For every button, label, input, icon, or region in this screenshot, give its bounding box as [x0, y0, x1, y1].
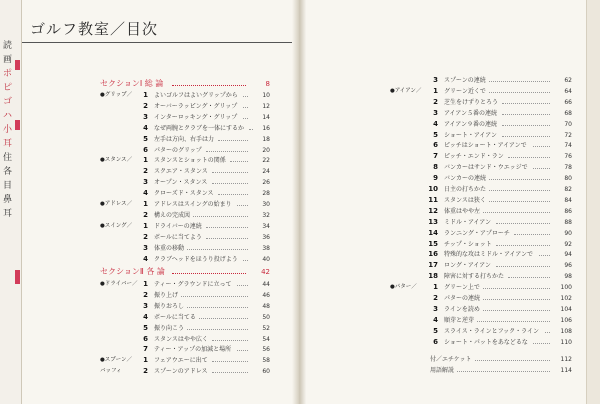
leader-dots	[483, 310, 550, 311]
toc-entry	[100, 344, 270, 355]
toc-entry	[100, 334, 270, 345]
toc-entry-number: 1	[143, 91, 148, 99]
toc-entry-number: 1	[433, 283, 438, 292]
toc-entry	[100, 177, 270, 188]
toc-entry-title: ラインを読め	[444, 305, 480, 313]
leader-dots	[496, 266, 550, 267]
toc-entry-title: ティー・アップの加減と場所	[154, 346, 232, 354]
toc-entry-number: 17	[428, 261, 438, 270]
toc-entry-number: 3	[433, 304, 438, 313]
toc-entry	[100, 134, 270, 145]
toc-page-number: 96	[564, 262, 572, 270]
toc-entry-number: 16	[428, 250, 438, 259]
leader-dots	[206, 151, 248, 152]
toc-entry-title: オーバーラッピング・グリップ	[154, 102, 238, 110]
leader-dots	[218, 140, 248, 141]
toc-entry-number: 4	[143, 312, 148, 321]
toc-entry-title: ロング・アイアン	[444, 262, 491, 270]
toc-section-heading	[100, 266, 270, 278]
toc-page-number: 46	[262, 291, 270, 299]
toc-entry	[390, 195, 572, 206]
toc-entry	[100, 112, 270, 123]
toc-entry-number: 3	[143, 178, 148, 187]
toc-entry-title: アイアン５番の連続	[444, 109, 498, 117]
toc-page-number: 78	[564, 164, 572, 172]
toc-entry-title: ボールに当てる	[154, 313, 196, 321]
toc-page-number: 10	[262, 92, 270, 99]
leader-dots	[496, 245, 550, 246]
toc-entry-number: 4	[433, 119, 438, 128]
toc-entry	[100, 101, 270, 112]
toc-entry-title: アイアン９番の連続	[444, 120, 498, 128]
toc-entry-title: ボールに当てよう	[154, 233, 202, 241]
toc-page-number: 110	[560, 338, 572, 346]
toc-entry-title: ショート・アイアン	[444, 131, 497, 139]
toc-entry	[100, 355, 270, 366]
toc-entry-number: 1	[143, 200, 148, 208]
toc-entry-number: 7	[143, 345, 148, 354]
toc-entry-number: 15	[428, 239, 438, 248]
toc-entry-title: インターロッキング・グリップ	[154, 113, 238, 121]
toc-entry-title: よいゴルフはよいグリップから	[154, 92, 238, 99]
toc-category: ●グリップ／	[100, 92, 133, 98]
toc-entry-title: 構えの完成図	[154, 211, 191, 219]
toc-entry-number: 13	[428, 217, 438, 226]
toc-entry-number: 4	[143, 254, 148, 263]
toc-entry-number: 18	[428, 272, 438, 281]
section-page-number: 8	[265, 80, 270, 88]
toc-entry-number: 1	[143, 280, 148, 288]
leader-dots	[514, 234, 550, 235]
toc-entry	[390, 249, 572, 260]
toc-entry	[390, 326, 572, 337]
leader-dots	[489, 92, 550, 93]
left-page-edge	[0, 0, 22, 404]
toc-entry-title: 日主の打ちかた	[444, 186, 487, 193]
toc-entry	[100, 199, 270, 210]
toc-category: バッフィ	[100, 368, 122, 375]
toc-page-number: 106	[560, 316, 572, 324]
toc-entry-title: ティー・グラウンドに立って	[154, 281, 232, 288]
leader-dots	[206, 227, 248, 228]
toc-entry-title: パターのグリップ	[154, 146, 202, 154]
toc-page-number: 52	[262, 324, 270, 332]
toc-page-number: 72	[564, 131, 572, 139]
toc-entry	[100, 243, 270, 254]
toc-entry	[390, 108, 572, 119]
toc-section-heading	[100, 78, 270, 90]
toc-entry	[390, 140, 572, 151]
leader-dots	[502, 136, 550, 137]
toc-entry-title: スプーンのアドレス	[154, 368, 208, 376]
toc-entry-number: 2	[143, 290, 148, 299]
toc-entry	[390, 130, 572, 141]
toc-page-number: 82	[564, 186, 572, 193]
page-title: ゴルフ教室／目次	[30, 20, 159, 38]
leader-dots	[477, 321, 550, 322]
toc-entry-number: 3	[433, 76, 438, 84]
toc-page-number: 104	[560, 305, 572, 313]
edge-char: 耳	[3, 139, 13, 149]
toc-entry-title: ピッチ・エンド・ラン	[444, 153, 504, 161]
toc-entry-title: スクエア・スタンス	[154, 168, 208, 176]
toc-category: ●ドライバー／	[100, 281, 138, 287]
toc-entry	[100, 301, 270, 312]
leader-dots	[483, 299, 550, 300]
toc-page-number: 84	[564, 196, 572, 204]
toc-entry-title: ドライバーの連続	[154, 222, 202, 230]
toc-entry-title: 障害に対する打ちかた	[444, 273, 505, 281]
toc-entry-number: 2	[143, 210, 148, 219]
toc-entry	[100, 290, 270, 301]
toc-category: ●パター／	[390, 284, 417, 291]
toc-entry-title: グリーン近くで	[444, 87, 486, 95]
book-gutter	[292, 0, 306, 404]
toc-entry-title: アドレスはスイングの始まり	[154, 201, 232, 208]
leader-dots	[489, 81, 550, 82]
toc-entry	[100, 312, 270, 323]
leader-dots	[218, 194, 248, 195]
leader-dots	[483, 212, 550, 213]
toc-category: ●スイング／	[100, 222, 133, 229]
leader-dots	[243, 96, 248, 97]
toc-entry	[390, 228, 572, 239]
toc-page-number: 108	[560, 327, 572, 335]
leader-dots	[237, 350, 248, 351]
leader-dots	[187, 329, 248, 330]
toc-entry	[100, 155, 270, 166]
toc-page-number: 66	[564, 98, 572, 106]
toc-entry	[390, 354, 572, 365]
toc-entry-title: 左手は方向、右手は力	[154, 135, 215, 143]
leader-dots	[243, 107, 248, 108]
toc-entry-number: 2	[143, 232, 148, 241]
toc-entry-number: 8	[433, 163, 438, 172]
edge-char: 耳	[3, 209, 13, 219]
toc-page-number: 68	[564, 109, 572, 117]
toc-entry	[100, 210, 270, 221]
leader-dots	[187, 249, 248, 250]
toc-entry	[390, 206, 572, 217]
toc-entry-title: 芝生をけずりとろう	[444, 98, 499, 106]
leader-dots	[533, 146, 550, 147]
leader-dots	[489, 190, 550, 191]
toc-page-number: 62	[564, 77, 572, 84]
toc-page-number: 102	[560, 295, 572, 302]
toc-page-number: 86	[564, 207, 572, 215]
toc-page-number: 64	[564, 87, 572, 95]
toc-entry	[100, 232, 270, 243]
leader-dots	[206, 238, 248, 239]
toc-entry-title: フェアウエーに出て	[154, 357, 208, 365]
toc-entry	[100, 221, 270, 232]
leader-dots	[489, 179, 550, 180]
toc-entry-number: 9	[433, 174, 438, 183]
toc-page-number: 36	[262, 233, 270, 241]
toc-entry	[100, 254, 270, 265]
edge-char: 小	[3, 125, 13, 135]
toc-page-number: 58	[262, 357, 270, 365]
toc-entry-number: 3	[143, 112, 148, 121]
toc-page-number: 18	[262, 135, 270, 143]
toc-page-number: 88	[564, 218, 572, 226]
leader-dots	[508, 157, 550, 158]
toc-entry-number: 14	[428, 228, 438, 237]
leader-dots	[230, 161, 248, 162]
toc-entry-title: 振り上げ	[154, 291, 179, 299]
section-label: セクションⅠ 総 論	[100, 79, 164, 88]
toc-entry	[390, 119, 572, 130]
toc-entry	[390, 315, 572, 326]
toc-entry-title: ランニング・アプローチ	[444, 229, 510, 237]
toc-entry-title: 振りおろし	[154, 302, 185, 310]
toc-category: ●アイアン／	[390, 87, 422, 94]
toc-entry	[100, 123, 270, 134]
toc-entry-title: 体重はやや左	[444, 207, 481, 215]
toc-page-number: 90	[564, 229, 572, 237]
toc-page-number: 56	[262, 346, 270, 354]
leader-dots	[172, 85, 246, 86]
toc-entry-title: バンカーの連続	[444, 175, 487, 183]
toc-page-number: 76	[564, 153, 572, 161]
toc-entry-number: 4	[433, 315, 438, 324]
section-label: セクションⅡ 各 論	[100, 267, 165, 276]
leader-dots	[483, 288, 550, 289]
toc-entry	[390, 162, 572, 173]
toc-entry	[390, 173, 572, 184]
toc-page-number: 74	[564, 142, 572, 150]
leader-dots	[187, 307, 248, 308]
edge-char: ハ	[3, 111, 13, 121]
toc-entry-title: バンカーはサンド・ウエッジで	[444, 164, 528, 172]
toc-entry	[390, 97, 572, 108]
toc-entry	[390, 365, 572, 376]
toc-entry	[390, 151, 572, 162]
toc-entry	[390, 337, 572, 348]
toc-entry-title: 特殊的な攻はミドル・アイアンで	[444, 251, 534, 259]
toc-entry-number: 4	[143, 189, 148, 198]
right-page-edge	[586, 0, 600, 404]
toc-entry-title: 順芽と逆芽	[444, 316, 475, 324]
leader-dots	[502, 103, 550, 104]
toc-entry-title: 体重の移動	[154, 244, 185, 252]
toc-entry-title: スタンスは狭く	[444, 196, 486, 204]
toc-entry-number: 1	[433, 86, 438, 95]
toc-entry	[100, 90, 270, 101]
toc-entry	[100, 279, 270, 290]
toc-entry-number: 7	[433, 152, 438, 161]
toc-category: ●アドレス／	[100, 201, 133, 207]
toc-entry-title: グリーン上で	[444, 284, 480, 292]
edge-char: 各	[3, 167, 13, 177]
toc-entry-number: 6	[143, 145, 148, 154]
edge-char: ゴ	[3, 97, 13, 107]
toc-entry-number: 10	[428, 185, 438, 193]
leader-dots	[457, 371, 550, 372]
toc-entry-number: 4	[143, 123, 148, 132]
toc-page-number: 14	[262, 113, 270, 121]
toc-entry-title: クローズド・スタンス	[154, 190, 214, 198]
section-page-number: 42	[261, 268, 270, 276]
edge-char: 住	[3, 153, 13, 163]
toc-entry-title: スライス・ラインとフック・ライン	[444, 327, 539, 335]
toc-entry	[100, 188, 270, 199]
toc-entry	[100, 145, 270, 156]
toc-entry-number: 2	[143, 367, 148, 376]
toc-entry	[390, 260, 572, 271]
toc-entry	[100, 323, 270, 334]
toc-page-number: 48	[262, 302, 270, 310]
edge-char: ポ	[3, 69, 13, 79]
toc-category: ●スプーン／	[100, 357, 133, 364]
toc-entry-title: スプーンの連続	[444, 77, 486, 84]
title-rule	[22, 42, 292, 43]
toc-page-number: 22	[262, 157, 270, 165]
toc-entry-title: ピッチはショート・アイアンで	[444, 142, 527, 150]
toc-page-number: 60	[262, 368, 270, 376]
toc-page-number: 28	[262, 190, 270, 198]
toc-entry-title: クラブヘッドをほうり投げよう	[154, 255, 238, 263]
leader-dots	[502, 125, 550, 126]
edge-char: 鼻	[3, 195, 13, 205]
toc-entry-number: 5	[143, 134, 148, 143]
toc-page-number: 112	[560, 356, 572, 363]
toc-entry-title: ミドル・アイアン	[444, 218, 492, 226]
toc-entry-title: チップ・ショット	[444, 240, 492, 248]
toc-entry-number: 5	[143, 323, 148, 332]
toc-entry-number: 2	[433, 97, 438, 106]
leader-dots	[181, 296, 248, 297]
leader-dots	[533, 343, 550, 344]
leader-dots	[193, 216, 248, 217]
edge-char: 画	[3, 55, 13, 65]
toc-entry-title: スタンスはやや広く	[154, 335, 208, 343]
toc-entry-number: 1	[143, 156, 148, 165]
toc-page-number: 32	[262, 211, 270, 219]
toc-entry-number: 12	[428, 206, 438, 215]
toc-entry	[390, 75, 572, 86]
leader-dots	[243, 260, 248, 261]
toc-entry-number: 2	[143, 101, 148, 110]
leader-dots	[539, 255, 550, 256]
leader-dots	[212, 372, 248, 373]
toc-entry-number: 6	[433, 141, 438, 150]
toc-page-number: 26	[262, 179, 270, 187]
leader-dots	[489, 201, 550, 202]
toc-entry	[390, 293, 572, 304]
edge-char: ピ	[3, 83, 13, 93]
toc-page-number: 20	[262, 146, 270, 154]
leader-dots	[545, 332, 550, 333]
toc-page-number: 34	[262, 222, 270, 230]
leader-dots	[243, 118, 248, 119]
toc-page-number: 38	[262, 244, 270, 252]
toc-entry	[390, 304, 572, 315]
edge-red-bar	[15, 60, 20, 70]
leader-dots	[502, 114, 550, 115]
leader-dots	[533, 168, 550, 169]
toc-entry-number: 3	[143, 243, 148, 252]
toc-entry-number: 6	[433, 337, 438, 346]
toc-category: ●スタンス／	[100, 157, 133, 164]
toc-entry-number: 3	[433, 108, 438, 117]
toc-entry-title: 振り向こう	[154, 324, 185, 332]
toc-page-number: 70	[564, 120, 572, 128]
leader-dots	[237, 285, 248, 286]
toc-page-number: 50	[262, 313, 270, 321]
toc-page-number: 98	[564, 273, 572, 281]
toc-entry-title: 用語解説	[430, 366, 455, 374]
toc-entry-title: ショート・パットをあなどるな	[444, 338, 528, 346]
toc-entry-number: 1	[143, 356, 148, 365]
toc-page-number: 94	[564, 251, 572, 259]
toc-entry-number: 3	[143, 301, 148, 310]
toc-entry	[390, 271, 572, 282]
edge-red-bar	[15, 270, 20, 284]
toc-page-number: 114	[560, 366, 572, 374]
edge-char: 目	[3, 181, 13, 191]
toc-page-number: 80	[564, 175, 572, 183]
toc-entry-title: オープン・スタンス	[154, 179, 208, 187]
leader-dots	[496, 223, 550, 224]
toc-page-number: 54	[262, 335, 270, 343]
toc-entry	[390, 282, 572, 293]
leader-dots	[237, 205, 248, 206]
leader-dots	[212, 172, 248, 173]
toc-page-number: 40	[262, 255, 270, 263]
leader-dots	[212, 183, 248, 184]
toc-entry-number: 2	[433, 294, 438, 302]
toc-entry-number: 2	[143, 167, 148, 176]
toc-page-number: 16	[262, 124, 270, 132]
leader-dots	[212, 340, 248, 341]
toc-entry-number: 11	[428, 195, 438, 204]
leader-dots	[172, 273, 246, 274]
toc-entry-number: 6	[143, 334, 148, 343]
toc-page-number: 100	[560, 284, 572, 292]
edge-char: 読	[3, 41, 13, 51]
toc-entry-title: パターの連続	[444, 295, 481, 302]
toc-entry	[100, 366, 270, 377]
toc-entry-number: 5	[433, 130, 438, 139]
toc-page-number: 12	[262, 102, 270, 110]
leader-dots	[199, 318, 248, 319]
toc-page-number: 44	[262, 281, 270, 288]
toc-entry	[100, 166, 270, 177]
leader-dots	[212, 361, 248, 362]
toc-entry	[390, 239, 572, 250]
toc-entry-title: スタンスとショットの関係	[154, 157, 226, 165]
toc-entry	[390, 184, 572, 195]
toc-page-number: 30	[262, 201, 270, 208]
toc-entry	[390, 217, 572, 228]
leader-dots	[475, 360, 550, 361]
leader-dots	[508, 277, 550, 278]
toc-page-number: 92	[564, 240, 572, 248]
toc-entry-title: なぜ両腕とクラブを一体にするか	[154, 124, 245, 132]
toc-entry	[390, 86, 572, 97]
toc-entry-number: 5	[433, 326, 438, 335]
toc-page-number: 24	[262, 168, 270, 176]
toc-entry-number: 1	[143, 221, 148, 230]
edge-red-bar	[15, 120, 20, 130]
toc-entry-title: 付／エチケット	[430, 356, 472, 363]
